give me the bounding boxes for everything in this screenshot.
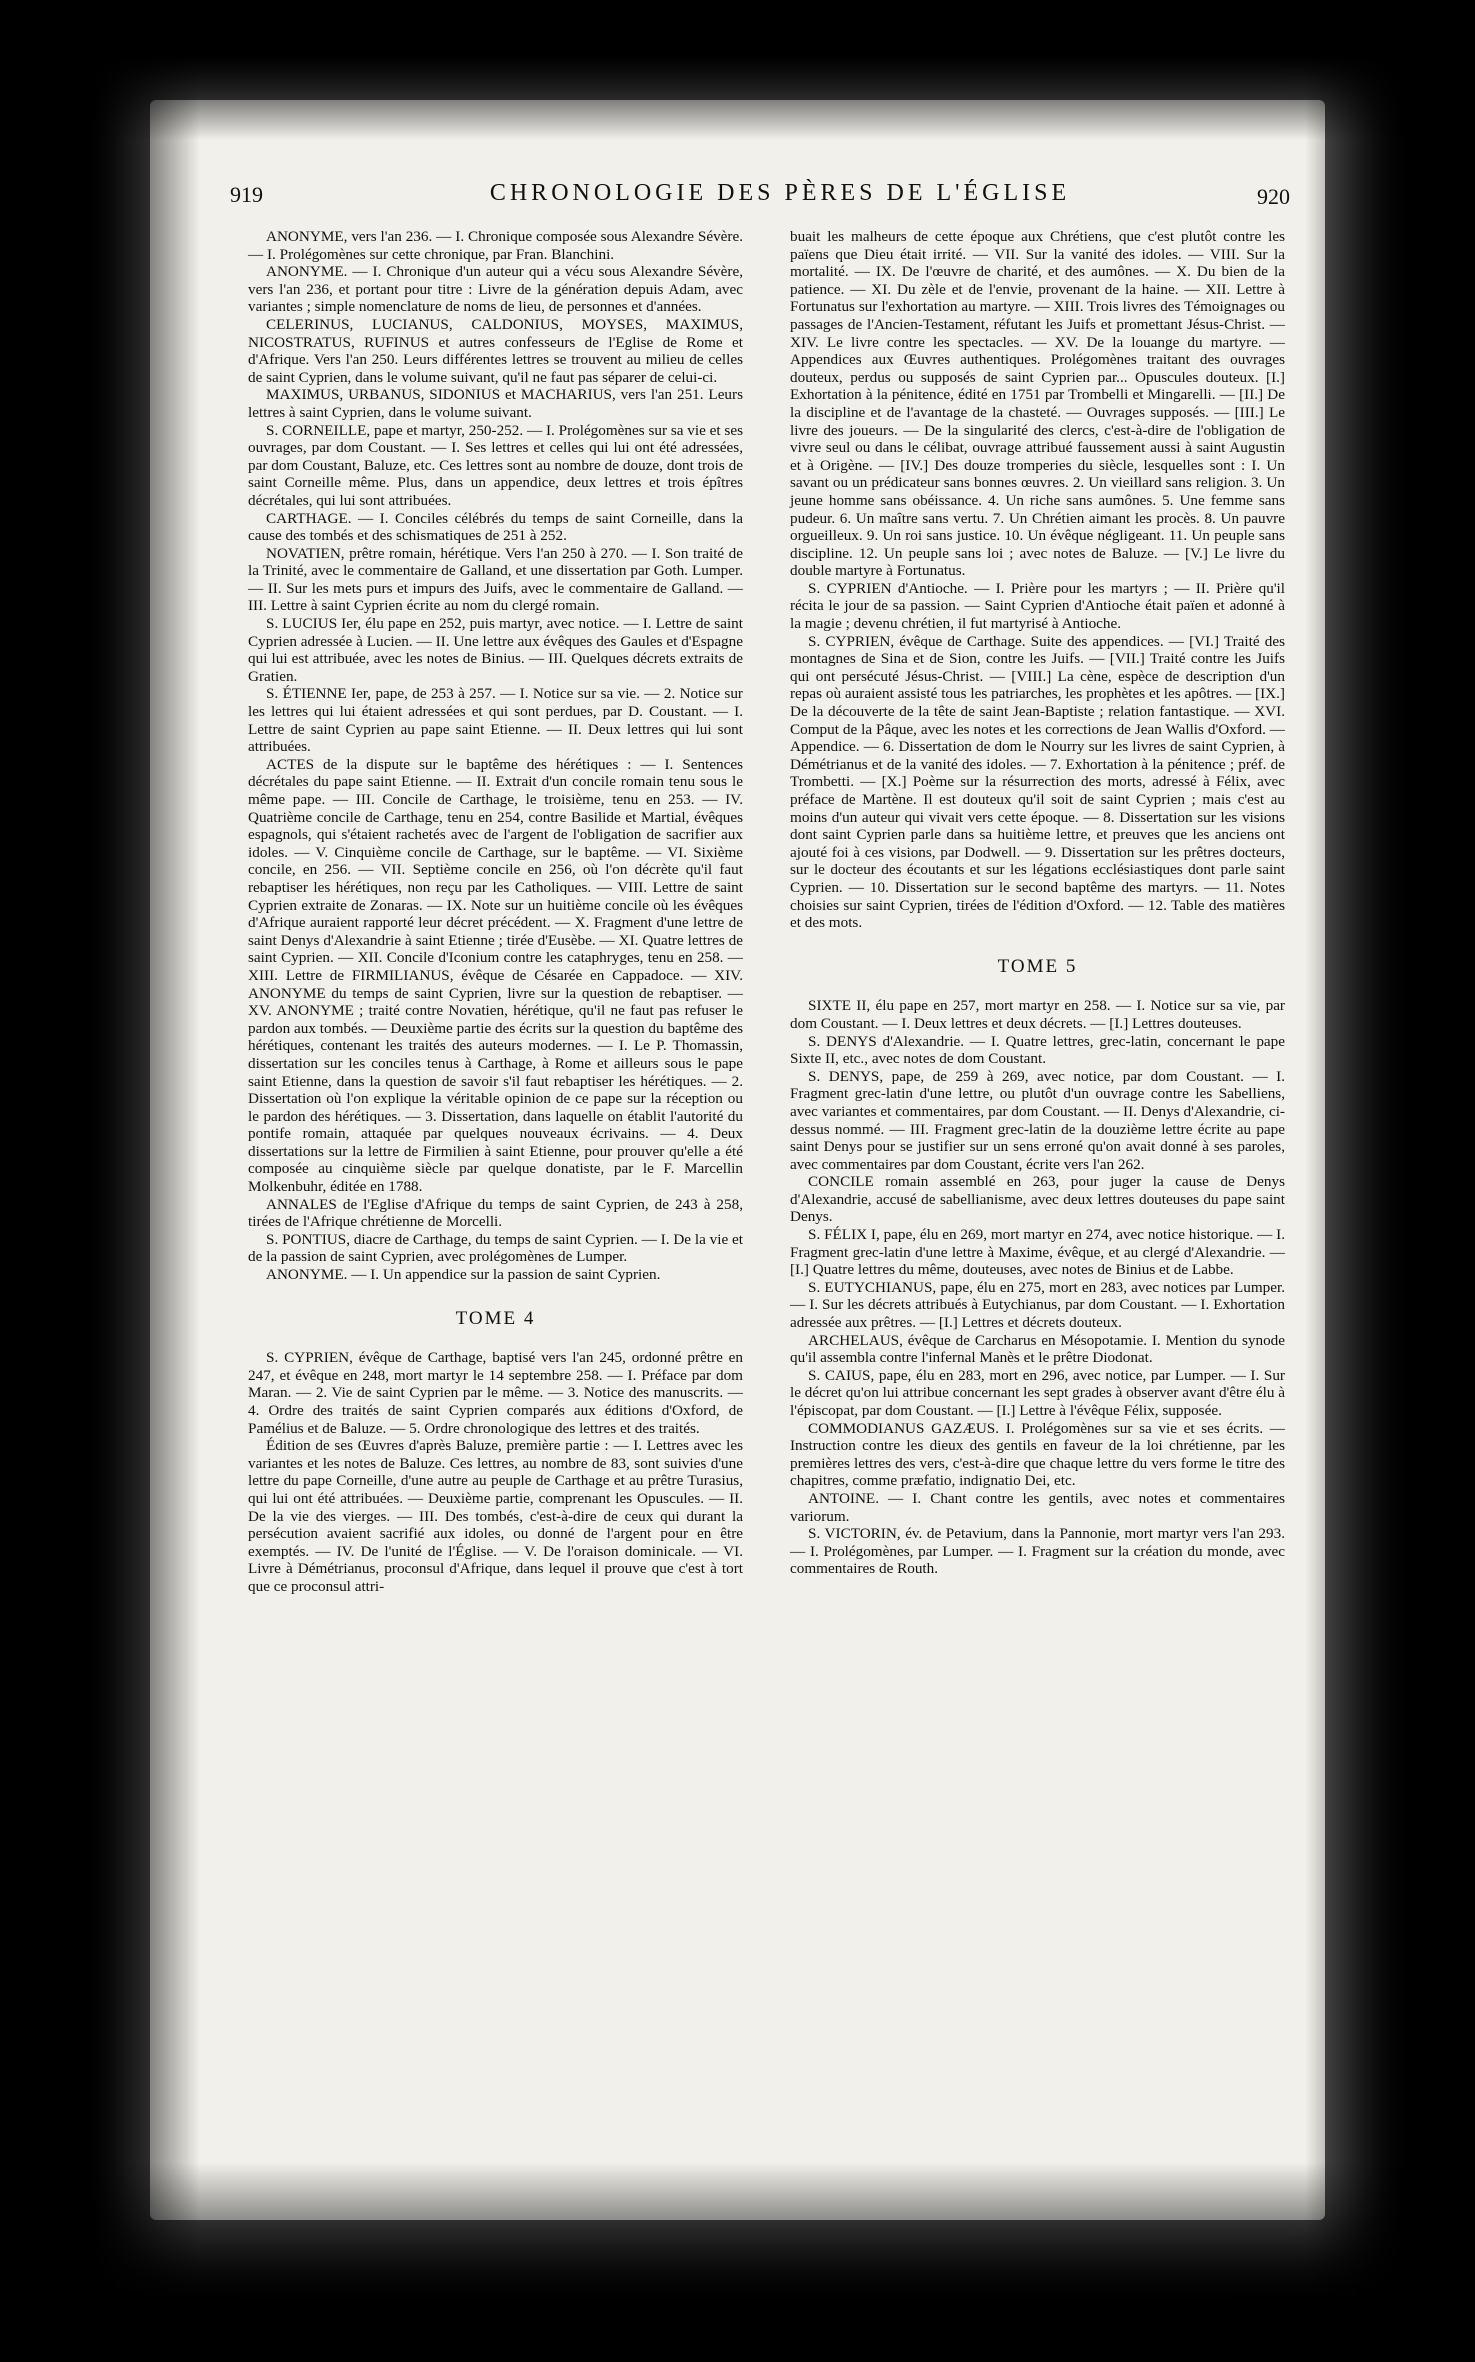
entry: S. PONTIUS, diacre de Carthage, du temps de saint Cyprien. — I. De la vie et de la passion de saint Cyprien, avec prolégomènes de Lumper.	[248, 1230, 743, 1266]
entry: buait les malheurs de cette époque aux Chrétiens, que c'est plutôt contre les païens que Dieu était irrité. — VII. Sur la vanité des idoles. — VIII. Sur la mortalité. — IX. De l'œuvre de charité, et des aumônes. — X. Du bien de la patience. — XI. Du zèle et de l'envie, provenant de la haine. — XII. Lettre à Fortunatus sur l'exhortation au martyre. — XIII. Trois livres des Témoignages ou passages de l'Ancien-Testament, réfutant les Juifs et promettant Jésus-Christ. — XIV. Le livre contre les spectacles. — XV. De la louange du martyre. — Appendices aux Œuvres authentiques. Prolégomènes traitant des ouvrages douteux, perdus ou supposés de saint Cyprien par... Opuscules douteux. [I.] Exhortation à la pénitence, édité en 1751 par Trombelli et Mingarelli. — [II.] De la discipline et de l'avantage de la chasteté. — Ouvrages supposés. — [III.] Le livre des joueurs. — De la singularité des clercs, c'est-à-dire de l'obligation de vivre seul ou dans le célibat, ouvrage attribué faussement aussi à saint Augustin et à Origène. — [IV.] Des douze tromperies du siècle, lesquelles sont : I. Un savant ou un prédicateur sans bonnes œuvres. 2. Un vieillard sans religion. 3. Un jeune homme sans obéissance. 4. Un riche sans aumônes. 5. Une femme sans pudeur. 6. Un maître sans vertu. 7. Un Chrétien aimant les procès. 8. Un pauvre orgueilleux. 9. Un roi sans justice. 10. Un évêque négligeant. 11. Un peuple sans discipline. 12. Un peuple sans loi ; avec notes de Baluze. — [V.] Le livre du double martyre à Fortunatus.	[790, 228, 1285, 580]
running-header	[230, 180, 1330, 214]
entry: S. DENYS, pape, de 259 à 269, avec notice, par dom Coustant. — I. Fragment grec-latin d'une lettre, ou plutôt d'un ouvrage contre les Sabelliens, avec variantes et commentaires, par dom Coustant. — II. Denys d'Alexandrie, ci-dessus nommé. — III. Fragment grec-latin de la douzième lettre écrite au pape saint Denys pour se justifier sur un sens erroné qu'on avait donné à ses paroles, avec commentaires par dom Coustant, écrite vers l'an 262.	[790, 1067, 1285, 1173]
left-column	[248, 228, 743, 1596]
right-column	[790, 228, 1285, 1578]
scan-edge-right	[1305, 0, 1475, 2362]
entry: ANNALES de l'Eglise d'Afrique du temps de saint Cyprien, de 243 à 258, tirées de l'Afrique chrétienne de Morcelli.	[248, 1195, 743, 1231]
entry: ANONYME, vers l'an 236. — I. Chronique composée sous Alexandre Sévère. — I. Prolégomènes sur cette chronique, par Fran. Blanchini.	[248, 228, 743, 263]
tome-5-heading: TOME 5	[997, 955, 1078, 977]
entry: MAXIMUS, URBANUS, SIDONIUS et MACHARIUS, vers l'an 251. Leurs lettres à saint Cyprien, dans le volume suivant.	[248, 386, 743, 421]
tome-4-heading: TOME 4	[455, 1307, 536, 1329]
page-number-right: 920	[1257, 184, 1290, 209]
entry: ANONYME. — I. Chronique d'un auteur qui a vécu sous Alexandre Sévère, vers l'an 236, et portant pour titre : Livre de la génération depuis Adam, avec variantes ; simple nomenclature de noms de lieu, de personnes et d'années.	[248, 263, 743, 316]
entry: NOVATIEN, prêtre romain, hérétique. Vers l'an 250 à 270. — I. Son traité de la Trinité, avec le commentaire de Galland, et une dissertation par Goth. Lumper. — II. Sur les mets purs et impurs des Juifs, avec le commentaire de Galland. — III. Lettre à saint Cyprien écrite au nom du clergé romain.	[248, 544, 743, 615]
entry: CARTHAGE. — I. Conciles célébrés du temps de saint Corneille, dans la cause des tombés et des schismatiques de 251 à 252.	[248, 509, 743, 545]
scan-edge-top	[0, 0, 1475, 140]
entry: ANONYME. — I. Un appendice sur la passion de saint Cyprien.	[266, 1266, 661, 1284]
entry: S. EUTYCHIANUS, pape, élu en 275, mort en 283, avec notices par Lumper. — I. Sur les décrets attribués à Eutychianus, par dom Coustant. — I. Exhortation adressée aux prêtres. — [I.] Lettres et décrets douteux.	[790, 1278, 1285, 1332]
entry: S. LUCIUS Ier, élu pape en 252, puis martyr, avec notice. — I. Lettre de saint Cyprien adressée à Lucien. — II. Une lettre aux évêques des Gaules et d'Espagne qui lui est attribuée, avec les notes de Binius. — III. Quelques décrets extraits de Gratien.	[248, 615, 743, 685]
entry: ACTES de la dispute sur le baptême des hérétiques : — I. Sentences décrétales du pape saint Etienne. — II. Extrait d'un concile romain tenu sous le même pape. — III. Concile de Carthage, le troisième, tenu en 253. — IV. Quatrième concile de Carthage, tenu en 254, contre Basilide et Martial, évêques espagnols, qui s'étaient rachetés avec de l'argent de l'obligation de sacrifier aux idoles. — V. Cinquième concile de Carthage, sur le baptême. — VI. Sixième concile, en 256. — VII. Septième concile en 256, où l'on décrète qu'il faut rebaptiser les hérétiques, non reçu par les Catholiques. — VIII. Lettre de saint Cyprien extraite de Zonaras. — IX. Note sur un huitième concile où les évêques d'Afrique auraient rapporté leur décret précédent. — X. Fragment d'une lettre de saint Denys d'Alexandrie à saint Etienne ; tirée d'Eusèbe. — XI. Quatre lettres de saint Cyprien. — XII. Concile d'Iconium contre les cataphryges, tenu en 258. — XIII. Lettre de FIRMILIANUS, évêque de Césarée en Cappadoce. — XIV. ANONYME du temps de saint Cyprien, livre sur la question de rebaptiser. — XV. ANONYME ; traité contre Novatien, hérétique, qu'il ne faut pas refuser le pardon aux tombés. — Deuxième partie des écrits sur la question du baptême des hérétiques, contenant les traités des auteurs modernes. — I. Le P. Thomassin, dissertation sur les conciles tenus à Carthage, à Rome et ailleurs sous le pape saint Etienne, dans la question de savoir s'il faut rebaptiser les hérétiques. — 2. Dissertation où l'on explique la véritable opinion de ce pape sur la réception ou le pardon des hérétiques. — 3. Dissertation, dans laquelle on établit l'autorité du pontife romain, attaquée par quelques nouveaux écrivains. — 4. Deux dissertations sur la lettre de Firmilien à saint Etienne, pour prouver qu'elle a été composée au cinquième siècle par quelque donatiste, par le F. Marcellin Molkenbuhr, éditée en 1788.	[248, 755, 743, 1196]
entry: S. ÉTIENNE Ier, pape, de 253 à 257. — I. Notice sur sa vie. — 2. Notice sur les lettres qui lui étaient adressées et qui sont perdues, par D. Coustant. — I. Lettre de saint Cyprien au pape saint Etienne. — II. Deux lettres qui lui sont attribuées.	[248, 685, 743, 756]
entry: SIXTE II, élu pape en 257, mort martyr en 258. — I. Notice sur sa vie, par dom Coustant. — I. Deux lettres et deux décrets. — [I.] Lettres douteuses.	[790, 997, 1285, 1032]
entry: S. CYPRIEN, évêque de Carthage, baptisé vers l'an 245, ordonné prêtre en 247, et évêque en 248, mort martyr le 14 septembre 258. — I. Préface par dom Maran. — 2. Vie de saint Cyprien par le même. — 3. Notice des manuscrits. — 4. Ordre des traités de saint Cyprien comparés aux éditions d'Oxford, de Pamélius et de Baluze. — 5. Ordre chronologique des lettres et des traités.	[248, 1349, 743, 1437]
entry: S. CAIUS, pape, élu en 283, mort en 296, avec notice, par Lumper. — I. Sur le décret qu'on lui attribue concernant les sept grades à observer avant d'être élu à l'épiscopat, par dom Coustant. — [I.] Lettre à l'évêque Félix, supposée.	[790, 1366, 1285, 1419]
entry: CONCILE romain assemblé en 263, pour juger la cause de Denys d'Alexandrie, accusé de sabellianisme, avec deux lettres douteuses du pape saint Denys.	[790, 1173, 1285, 1226]
page-number-left: 919	[230, 182, 263, 207]
page-title: CHRONOLOGIE DES PÈRES DE L'ÉGLISE	[489, 180, 1071, 206]
entry: S. FÉLIX I, pape, élu en 269, mort martyr en 274, avec notice historique. — I. Fragment grec-latin d'une lettre à Maxime, évêque, et au clergé d'Alexandrie. — [I.] Quatre lettres du même, douteuses, avec notes de Binius et de Labbe.	[790, 1226, 1285, 1279]
entry: COMMODIANUS GAZÆUS. I. Prolégomènes sur sa vie et ses écrits. — Instruction contre les dieux des gentils en faveur de la loi chrétienne, par les premières lettres des vers, c'est-à-dire que chaque lettre du vers forme le titre des chapitres, comme præfatio, indignatio Dei, etc.	[790, 1419, 1285, 1490]
entry: ARCHELAUS, évêque de Carcharus en Mésopotamie. I. Mention du synode qu'il assembla contre l'infernal Manès et le prêtre Diodonat.	[790, 1331, 1285, 1367]
scan-edge-bottom	[0, 2162, 1475, 2362]
entry: S. CYPRIEN, évêque de Carthage. Suite des appendices. — [VI.] Traité des montagnes de Sina et de Sion, contre les Juifs. — [VII.] Traité contre les Juifs qui ont persécuté Jésus-Christ. — [VIII.] La cène, espèce de description d'un repas où auraient assisté tous les patriarches, les prophètes et les apôtres. — [IX.] De la découverte de la tête de saint Jean-Baptiste ; relation fantastique. — XVI. Comput de la Pâque, avec les notes et les corrections de Jean Wallis d'Oxford. — Appendice. — 6. Dissertation de dom le Nourry sur les livres de saint Cyprien, à Démétrianus et de la vanité des idoles. — 7. Exhortation à la pénitence ; préf. de Trombetti. — [X.] Poème sur la résurrection des morts, adressé à Félix, avec préface de Martène. Il est douteux qu'il soit de saint Cyprien ; mais c'est au moins d'un auteur qui vivait vers cette époque. — 8. Dissertation sur les visions dont saint Cyprien parle dans sa huitième lettre, et preuves que les anciens ont ajouté foi à ces visions, par Dodwell. — 9. Dissertation sur les prêtres docteurs, sur le docteur des écoutants et sur les légations ecclésiastiques dont parle saint Cyprien. — 10. Dissertation sur le second baptême des martyrs. — 11. Notes choisies sur saint Cyprien, tirées de l'édition d'Oxford. — 12. Table des matières et des mots.	[790, 632, 1285, 932]
entry: Édition de ses Œuvres d'après Baluze, première partie : — I. Lettres avec les variantes et les notes de Baluze. Ces lettres, au nombre de 83, sont suivies d'une lettre du pape Corneille, d'une autre au peuple de Carthage et au prêtre Turasius, qui lui ont été attribuées. — Deuxième partie, comprenant les Opuscules. — II. De la vie des vierges. — III. Des tombés, c'est-à-dire de ceux qui durant la persécution avaient sacrifié aux idoles, ou donné de l'argent pour en être exemptés. — IV. De l'unité de l'Église. — V. De l'oraison dominicale. — VI. Livre à Démétrianus, proconsul d'Afrique, dans lequel il prouve que c'est à tort que ce proconsul attri-	[248, 1437, 743, 1595]
entry: S. CYPRIEN d'Antioche. — I. Prière pour les martyrs ; — II. Prière qu'il récita le jour de sa passion. — Saint Cyprien d'Antioche était païen et adonné à la magie ; devenu chrétien, il fut martyrisé à Antioche.	[790, 579, 1285, 633]
entry: S. DENYS d'Alexandrie. — I. Quatre lettres, grec-latin, concernant le pape Sixte II, etc., avec notes de dom Coustant.	[790, 1032, 1285, 1068]
entry: ANTOINE. — I. Chant contre les gentils, avec notes et commentaires variorum.	[790, 1489, 1285, 1525]
entry: S. CORNEILLE, pape et martyr, 250-252. — I. Prolégomènes sur sa vie et ses ouvrages, par dom Coustant. — I. Ses lettres et celles qui lui ont été adressées, par dom Coustant, Baluze, etc. Ces lettres sont au nombre de douze, dont trois de saint Corneille même. Plus, dans un appendice, deux lettres et trois épîtres décrétales, qui lui sont attribuées.	[248, 421, 743, 509]
entry: CELERINUS, LUCIANUS, CALDONIUS, MOYSES, MAXIMUS, NICOSTRATUS, RUFINUS et autres confesseurs de l'Eglise de Rome et d'Afrique. Vers l'an 250. Leurs différentes lettres se trouvent au milieu de celles de saint Cyprien, dans le volume suivant, qu'il ne faut pas séparer de celui-ci.	[248, 315, 743, 386]
entry: S. VICTORIN, év. de Petavium, dans la Pannonie, mort martyr vers l'an 293. — I. Prolégomènes, par Lumper. — I. Fragment sur la création du monde, avec commentaires de Routh.	[790, 1525, 1285, 1578]
scan-edge-left	[0, 0, 200, 2362]
